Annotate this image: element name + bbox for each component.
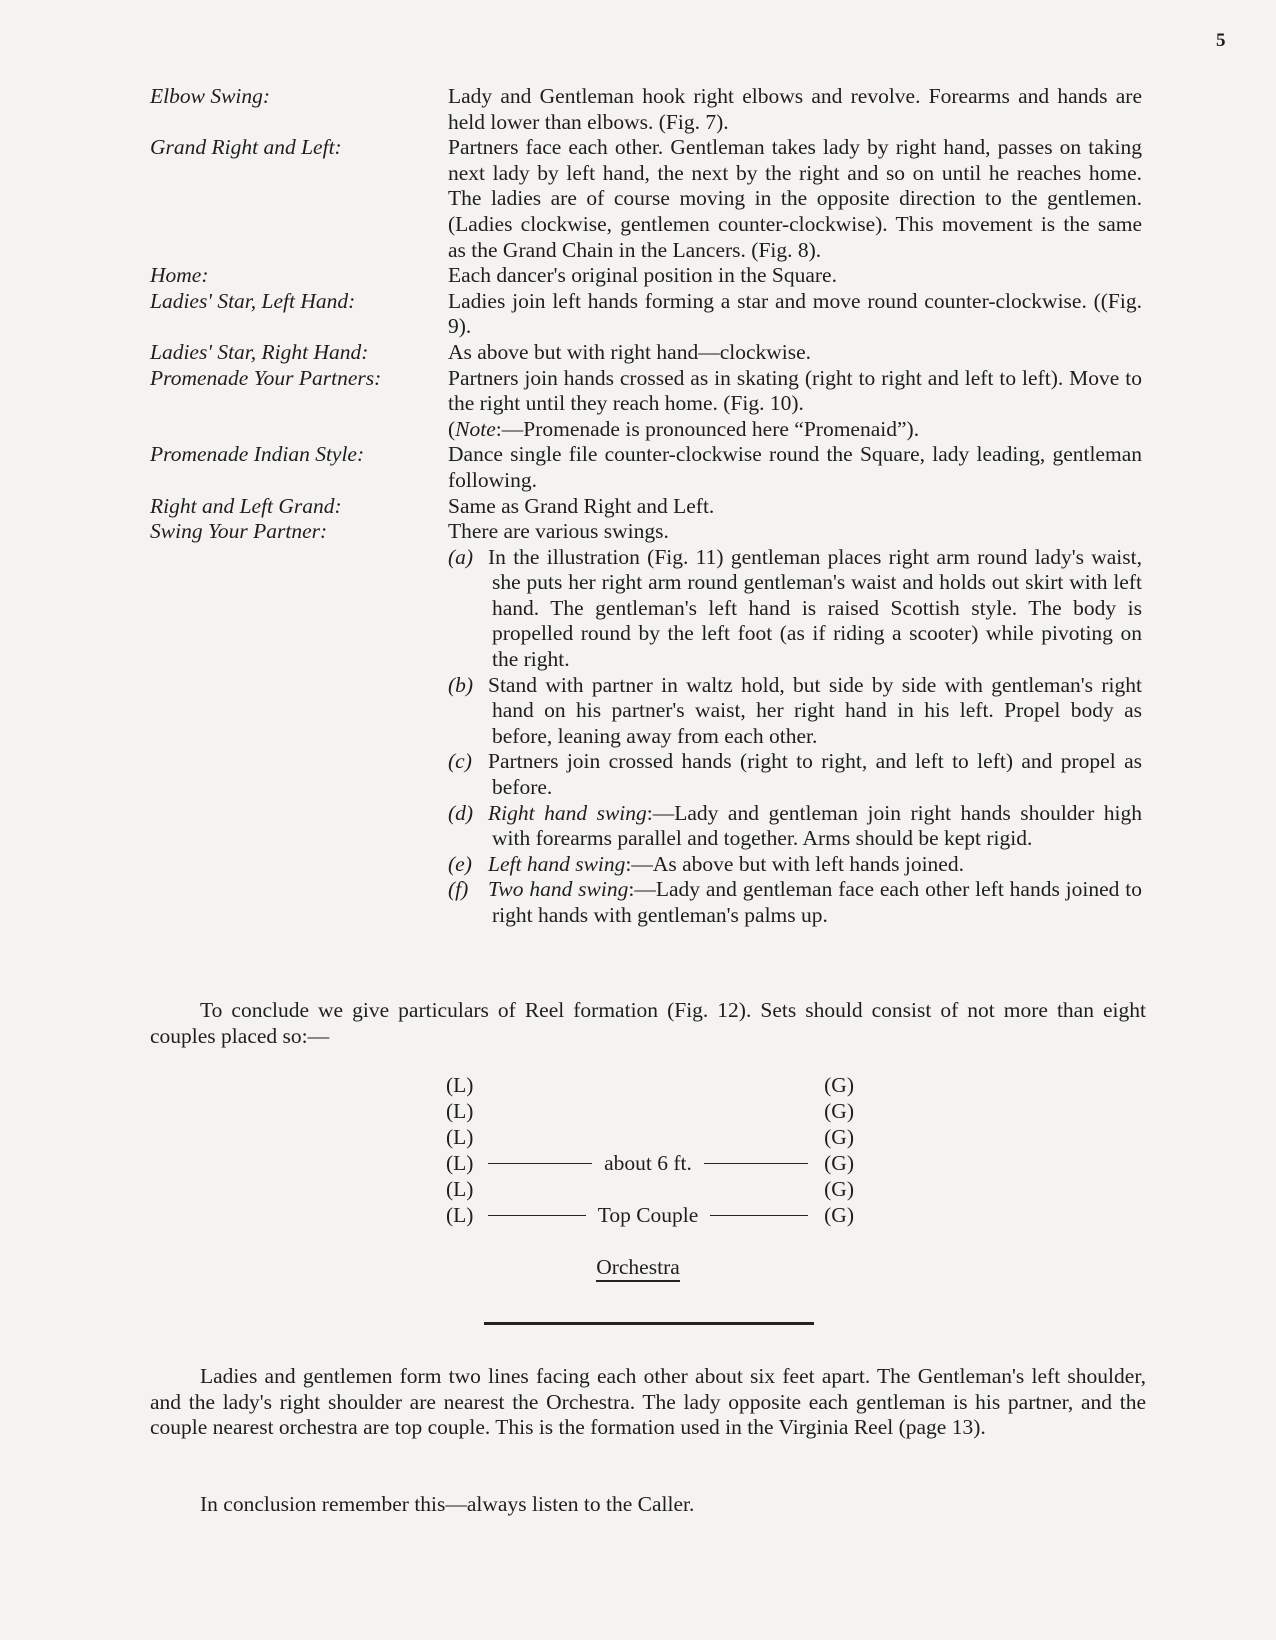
formation-paragraph: Ladies and gentlemen form two lines facing each other about six feet apart. The Gentleman's left shoulder, and the lady's right shoulder are nearest the Orchestra. The lady opposite each gentleman is his partner, and the couple nearest orchestra are top couple. This is the formation used in the Virginia Reel (page 13). <box>150 1364 1146 1440</box>
glossary-definition: Ladies join left hands forming a star and move round counter-clockwise. ((Fig. 9). <box>448 288 1142 339</box>
gentleman-marker: (G) <box>824 1177 854 1201</box>
definition-note: (Note:—Promenade is pronounced here “Promenaid”). <box>448 416 920 441</box>
glossary-term: Elbow Swing: <box>150 84 271 108</box>
swing-marker: (e) <box>448 851 472 876</box>
formation-row <box>446 1202 854 1228</box>
swing-item <box>448 852 1142 878</box>
connector-line <box>488 1163 592 1164</box>
section-divider <box>484 1322 814 1325</box>
swing-name: Left hand swing <box>488 851 626 876</box>
gentleman-marker: (G) <box>824 1203 854 1227</box>
glossary-entry-promenade-partners <box>150 366 1142 443</box>
glossary-definition: Dance single file counter-clockwise round the Square, lady leading, gentleman following. <box>448 442 1142 492</box>
definition-text: There are various swings. <box>448 519 669 544</box>
note-text: :—Promenade is pronounced here “Promenaid”). <box>495 416 920 441</box>
glossary-term: Promenade Your Partners: <box>150 365 382 390</box>
glossary-entry-home <box>150 263 1142 289</box>
glossary-term: Right and Left Grand: <box>150 493 342 518</box>
orchestra-label <box>0 1255 1276 1280</box>
glossary-term: Ladies' Star, Right Hand: <box>150 339 369 364</box>
swing-marker: (a) <box>448 544 474 569</box>
glossary-term: Promenade Indian Style: <box>150 442 365 467</box>
swing-text: :—Lady and gentleman face each other left hands joined to right hands with gentleman's palms up. <box>492 877 1143 927</box>
swing-marker: (f) <box>448 877 469 902</box>
formation-row <box>446 1098 854 1124</box>
gentleman-marker: (G) <box>824 1125 854 1149</box>
definition-text: Partners join hands crossed as in skating (right to right and left to left). Move to the right until they reach home. (Fig. 10). <box>448 365 1142 416</box>
swing-marker: (b) <box>448 672 474 697</box>
glossary-definition <box>448 366 1142 443</box>
glossary-entry-swing-partner <box>150 519 1142 929</box>
swing-marker: (c) <box>448 749 472 774</box>
page-number: 5 <box>1216 30 1226 51</box>
gentleman-marker: (G) <box>824 1073 854 1097</box>
lady-marker: (L) <box>446 1177 474 1201</box>
glossary-entry-elbow-swing <box>150 84 1142 135</box>
lady-marker: (L) <box>446 1151 474 1175</box>
swing-marker: (d) <box>448 800 474 825</box>
lady-marker: (L) <box>446 1203 474 1227</box>
connector-line <box>710 1215 808 1216</box>
glossary-definition: As above but with right hand—clockwise. <box>448 339 812 364</box>
glossary-entry-grand-right-and-left <box>150 135 1142 263</box>
glossary-definition: Lady and Gentleman hook right elbows and revolve. Forearms and hands are held lower than elbows. (Fig. 7). <box>448 84 1142 134</box>
conclude-paragraph: To conclude we give particulars of Reel formation (Fig. 12). Sets should consist of not more than eight couples placed so:— <box>150 998 1146 1048</box>
swing-item <box>448 877 1142 928</box>
swing-text: Partners join crossed hands (right to right, and left to left) and propel as before. <box>488 749 1142 800</box>
lady-marker: (L) <box>446 1125 474 1149</box>
swing-list <box>448 545 1142 929</box>
glossary-entry-ladies-star-right <box>150 340 1142 366</box>
reel-formation-diagram <box>446 1072 854 1228</box>
swing-name: Two hand swing <box>488 877 629 902</box>
glossary-definition <box>448 519 1142 929</box>
connector-line <box>704 1163 808 1164</box>
formation-row <box>446 1124 854 1150</box>
swing-text: :—As above but with left hands joined. <box>625 851 964 876</box>
orchestra-text: Orchestra <box>596 1255 680 1282</box>
glossary-definition: Partners face each other. Gentleman takes lady by right hand, passes on taking next lady by left hand, the next by the right and so on until he reaches home. The ladies are of course moving in the opposite direction to the gentlemen. (Ladies clockwise, gentlemen counter-clockwise). This movement is the same as the Grand Chain in the Lancers. (Fig. 8). <box>448 135 1142 262</box>
lady-marker: (L) <box>446 1099 474 1123</box>
lady-marker: (L) <box>446 1073 474 1097</box>
formation-row <box>446 1176 854 1202</box>
top-couple-label: Top Couple <box>597 1203 699 1227</box>
formation-row <box>446 1072 854 1098</box>
swing-item <box>448 749 1142 800</box>
glossary-definition: Each dancer's original position in the Square. <box>448 263 837 288</box>
swing-name: Right hand swing <box>488 800 647 825</box>
glossary-term: Home: <box>150 263 209 288</box>
final-paragraph: In conclusion remember this—always listen to the Caller. <box>200 1492 695 1516</box>
swing-item <box>448 801 1142 852</box>
glossary-definition: Same as Grand Right and Left. <box>448 493 715 518</box>
glossary-entry-promenade-indian <box>150 442 1142 493</box>
glossary-term: Grand Right and Left: <box>150 135 342 160</box>
connector-line <box>488 1215 586 1216</box>
glossary-term: Swing Your Partner: <box>150 519 328 544</box>
glossary-entry-ladies-star-left <box>150 289 1142 340</box>
glossary-entry-right-left-grand <box>150 494 1142 520</box>
distance-label: about 6 ft. <box>604 1151 692 1175</box>
swing-text: :—Lady and gentleman join right hands shoulder high with forearms parallel and together. Arms should be kept rigid. <box>492 800 1142 851</box>
swing-item <box>448 673 1142 750</box>
swing-item <box>448 545 1142 673</box>
glossary <box>150 84 1142 929</box>
gentleman-marker: (G) <box>824 1151 854 1175</box>
formation-row <box>446 1150 854 1176</box>
glossary-term: Ladies' Star, Left Hand: <box>150 288 356 313</box>
swing-text: In the illustration (Fig. 11) gentleman places right arm round lady's waist, she puts her right arm round gentleman's waist and holds out skirt with left hand. The gentleman's left hand is raised Scottish style. The body is propelled round by the left foot (as if riding a scooter) while pivoting on the right. <box>488 544 1142 672</box>
swing-text: Stand with partner in waltz hold, but side by side with gentleman's right hand on his partner's waist, her right hand in his left. Propel body as before, leaning away from each other. <box>488 672 1142 748</box>
gentleman-marker: (G) <box>824 1099 854 1123</box>
note-label: Note <box>455 416 496 441</box>
